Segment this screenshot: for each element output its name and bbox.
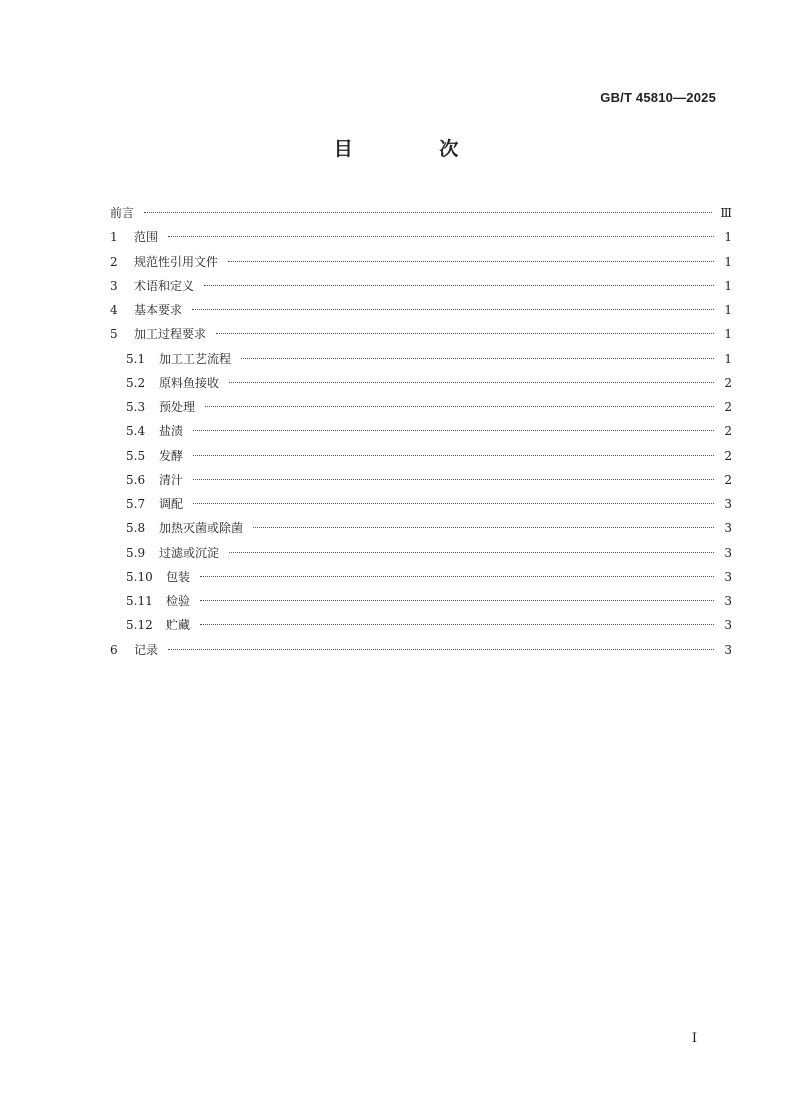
toc-leader-dots [253,527,714,528]
toc-entry-page: 3 [724,594,732,608]
toc-entry-foreword[interactable] [110,201,732,225]
toc-entry-5-2[interactable] [110,371,732,395]
toc-entry-6[interactable] [110,638,732,662]
toc-leader-dots [204,285,714,286]
toc-leader-dots [168,649,714,650]
toc-entry-label: 加工工艺流程 [159,351,232,366]
toc-entry-number: 5.12 [126,618,153,633]
toc-entry-5-11[interactable] [110,589,732,613]
toc-entry-5-6[interactable] [110,468,732,492]
toc-entry-5-5[interactable] [110,444,732,468]
toc-entry-page: 3 [724,569,732,584]
toc-leader-dots [241,358,714,359]
toc-entry-4[interactable] [110,298,732,322]
toc-entry-number: 5.8 [126,521,146,536]
toc-entry-1[interactable] [110,225,732,249]
toc-leader-dots [200,600,714,601]
toc-leader-dots [193,503,714,504]
toc-entry-label: 盐渍 [159,424,184,439]
toc-entry-5-7[interactable] [110,492,732,516]
toc-entry-label: 调配 [159,497,184,511]
standard-number: GB/T 45810—2025 [600,90,716,105]
toc-entry-page: 3 [724,642,732,657]
toc-entry-label: 检验 [166,594,191,608]
toc-entry-page: 3 [724,521,732,536]
toc-entry-3[interactable] [110,274,732,298]
toc-entry-5[interactable] [110,322,732,346]
toc-entry-number: 5.9 [126,545,146,560]
toc-entry-page: 3 [724,618,732,633]
page-number: I [691,1031,697,1046]
toc-entry-label: 记录 [134,642,159,657]
toc-entry-label: 规范性引用文件 [134,254,219,269]
toc-leader-dots [229,382,714,383]
toc-entry-label: 范围 [134,230,159,245]
toc-entry-page: 1 [724,254,732,269]
toc-entry-5-8[interactable] [110,516,732,540]
toc-leader-dots [200,624,714,625]
toc-entry-number: 5.7 [126,497,146,511]
toc-leader-dots [193,455,714,456]
toc-entry-page: 2 [724,375,732,390]
toc-entry-label: 加热灭菌或除菌 [159,521,244,536]
toc-entry-page: 1 [724,230,732,245]
toc-entry-page: 1 [724,351,732,366]
toc-entry-label: 基本要求 [134,303,183,317]
toc-leader-dots [192,309,714,310]
toc-entry-page: 1 [724,303,732,317]
toc-entry-label: 发酵 [159,448,184,463]
toc-entry-page: 2 [724,400,732,414]
toc-leader-dots [216,333,714,334]
toc-entry-label: 过滤或沉淀 [159,545,220,560]
toc-entry-page: 1 [724,278,732,293]
toc-entry-5-12[interactable] [110,613,732,637]
toc-entry-label: 原料鱼接收 [159,375,220,390]
toc-entry-page: Ⅲ [720,206,732,220]
toc-entry-5-9[interactable] [110,541,732,565]
toc-entry-2[interactable] [110,250,732,274]
toc-leader-dots [193,479,714,480]
toc-entry-number: 5.5 [126,448,146,463]
toc-entry-label: 预处理 [159,400,196,414]
toc-leader-dots [168,236,714,237]
toc-entry-number: 2 [110,254,118,269]
toc-leader-dots [229,552,714,553]
toc-entry-page: 1 [724,327,732,342]
toc-entry-number: 5.6 [126,472,146,487]
toc-entry-5-3[interactable] [110,395,732,419]
toc-entry-label: 清汁 [159,472,184,487]
toc-entry-page: 2 [724,472,732,487]
toc-entry-label: 加工过程要求 [134,327,207,342]
toc-leader-dots [205,406,714,407]
toc-entry-number: 6 [110,642,118,657]
toc-entry-label: 前言 [110,206,135,220]
toc-entry-page: 2 [724,424,732,439]
toc-entry-5-4[interactable] [110,419,732,443]
toc-leader-dots [200,576,714,577]
page-title-text: 目 次 [333,138,499,160]
toc-entry-5-10[interactable] [110,565,732,589]
toc-leader-dots [193,430,714,431]
toc-entry-number: 4 [110,303,118,317]
toc-leader-dots [144,212,712,213]
toc-entry-number: 5.4 [126,424,146,439]
toc-entry-label: 贮藏 [166,618,191,633]
toc-entry-number: 5.3 [126,400,146,414]
toc-leader-dots [228,261,714,262]
toc-entry-page: 3 [724,497,732,511]
toc-entry-number: 5.2 [126,375,146,390]
page-title [0,134,792,161]
toc-entry-label: 包装 [166,569,191,584]
toc-entry-label: 术语和定义 [134,278,195,293]
toc-entry-number: 1 [110,230,118,245]
toc-entry-page: 2 [724,448,732,463]
table-of-contents [110,201,732,662]
toc-entry-number: 3 [110,278,118,293]
toc-entry-number: 5.10 [126,569,153,584]
toc-entry-number: 5.1 [126,351,146,366]
toc-entry-page: 3 [724,545,732,560]
toc-entry-5-1[interactable] [110,347,732,371]
toc-entry-number: 5.11 [126,594,153,608]
toc-entry-number: 5 [110,327,118,342]
